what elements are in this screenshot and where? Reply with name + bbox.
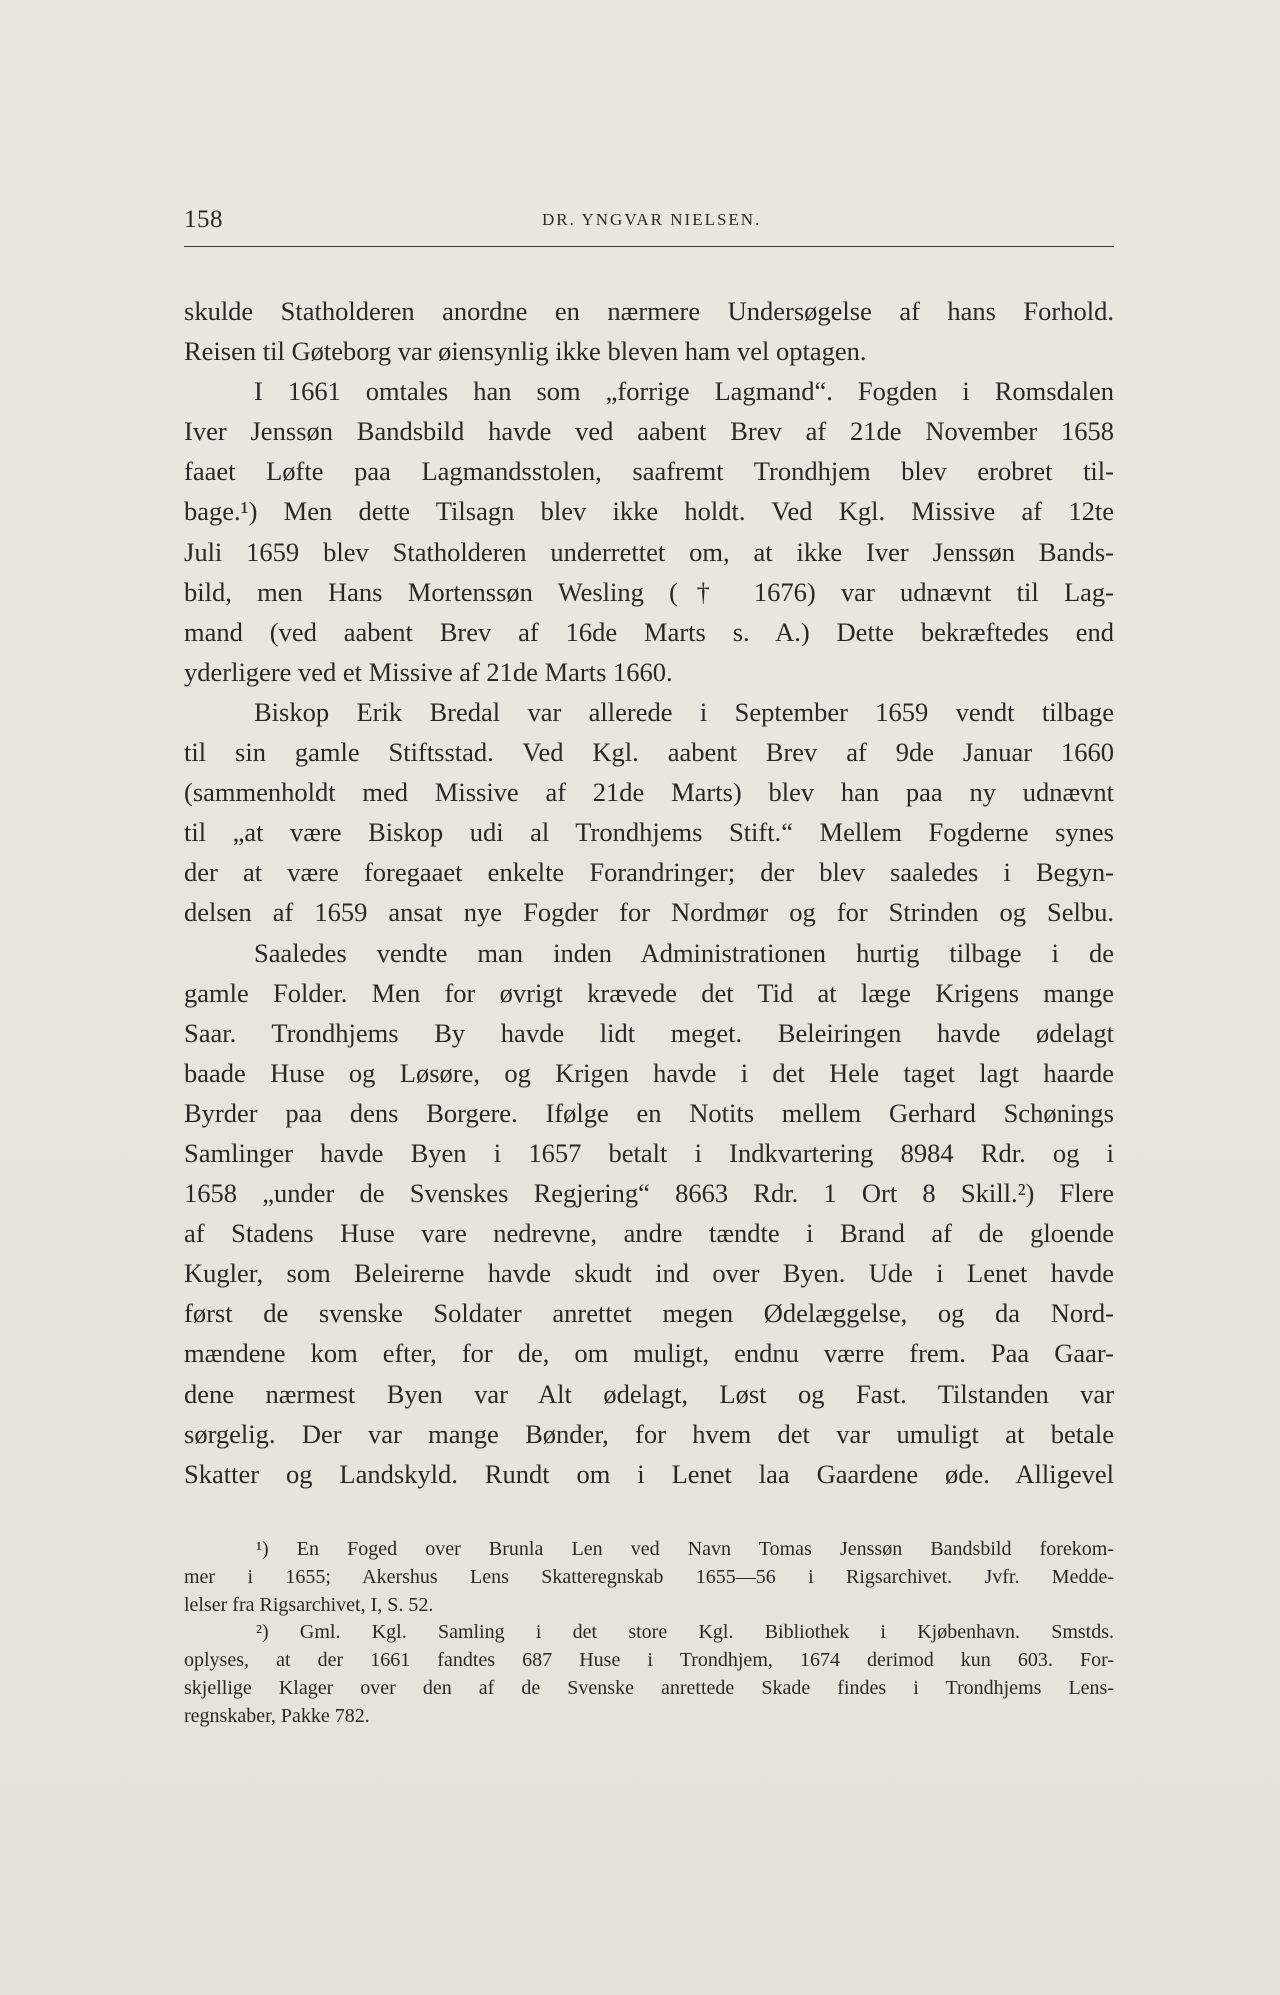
text-line: (sammenholdt med Missive af 21de Marts) blev han paa ny udnævnt <box>184 777 1114 808</box>
text-line: Kugler, som Beleirerne havde skudt ind over Byen. Ude i Lenet havde <box>184 1258 1114 1289</box>
page-number: 158 <box>184 206 223 233</box>
body-text <box>184 291 1114 1494</box>
text-line: til „at være Biskop udi al Trondhjems Stift.“ Mellem Fogderne synes <box>184 817 1114 848</box>
text-line: delsen af 1659 ansat nye Fogder for Nordmør og for Strinden og Selbu. <box>184 897 1114 928</box>
text-line: dene nærmest Byen var Alt ødelagt, Løst og Fast. Tilstanden var <box>184 1378 1114 1409</box>
text-line: faaet Løfte paa Lagmandsstolen, saafremt Trondhjem blev erobret til- <box>184 456 1114 487</box>
text-line: Saaledes vendte man inden Administrationen hurtig tilbage i de <box>254 937 1114 968</box>
header-rule <box>184 246 1114 247</box>
text-line: I 1661 omtales han som „forrige Lagmand“. Fogden i Romsdalen <box>254 376 1114 407</box>
text-line: bage.¹) Men dette Tilsagn blev ikke holdt. Ved Kgl. Missive af 12te <box>184 496 1114 527</box>
text-line: mændene kom efter, for de, om muligt, endnu værre frem. Paa Gaar- <box>184 1338 1114 1369</box>
footnote-line: ¹) En Foged over Brunla Len ved Navn Tomas Jenssøn Bandsbild forekom- <box>256 1538 1114 1560</box>
footnote-line: mer i 1655; Akershus Lens Skatteregnskab 1655—56 i Rigsarchivet. Jvfr. Medde- <box>184 1565 1114 1588</box>
text-line: sørgelig. Der var mange Bønder, for hvem det var umuligt at betale <box>184 1418 1114 1449</box>
text-line: Byrder paa dens Borgere. Ifølge en Notits mellem Gerhard Schønings <box>184 1097 1114 1128</box>
footnote-line: ²) Gml. Kgl. Samling i det store Kgl. Bibliothek i Kjøbenhavn. Smstds. <box>256 1621 1114 1644</box>
text-line: Skatter og Landskyld. Rundt om i Lenet laa Gaardene øde. Alligevel <box>184 1458 1114 1489</box>
page-header <box>184 206 1114 246</box>
text-line: først de svenske Soldater anrettet megen Ødelæggelse, og da Nord- <box>184 1298 1114 1329</box>
text-line: mand (ved aabent Brev af 16de Marts s. A.) Dette bekræftedes end <box>184 616 1114 647</box>
text-line: baade Huse og Løsøre, og Krigen havde i det Hele taget lagt haarde <box>184 1057 1114 1088</box>
text-line: Saar. Trondhjems By havde lidt meget. Beleiringen havde ødelagt <box>184 1017 1114 1048</box>
text-line: til sin gamle Stiftsstad. Ved Kgl. aabent Brev af 9de Januar 1660 <box>184 737 1114 768</box>
running-head: DR. YNGVAR NIELSEN. <box>542 210 762 229</box>
text-line: der at være foregaaet enkelte Forandringer; der blev saaledes i Begyn- <box>184 857 1114 888</box>
text-line: yderligere ved et Missive af 21de Marts 1660. <box>184 656 673 687</box>
text-line: Reisen til Gøteborg var øiensynlig ikke bleven ham vel optagen. <box>184 336 867 367</box>
text-line: bild, men Hans Mortenssøn Wesling († 1676) var udnævnt til Lag- <box>184 576 1114 607</box>
footnote-line: lelser fra Rigsarchivet, I, S. 52. <box>184 1593 434 1616</box>
footnotes <box>184 1536 1114 1731</box>
text-line: af Stadens Huse vare nedrevne, andre tændte i Brand af de gloende <box>184 1218 1114 1249</box>
text-line: 1658 „under de Svenskes Regjering“ 8663 Rdr. 1 Ort 8 Skill.²) Flere <box>184 1178 1114 1209</box>
text-line: skulde Statholderen anordne en nærmere Undersøgelse af hans Forhold. <box>184 296 1114 326</box>
text-line: Iver Jenssøn Bandsbild havde ved aabent Brev af 21de November 1658 <box>184 416 1114 447</box>
text-line: gamle Folder. Men for øvrigt krævede det Tid at læge Krigens mange <box>184 977 1114 1008</box>
text-line: Biskop Erik Bredal var allerede i September 1659 vendt tilbage <box>254 696 1114 727</box>
text-line: Samlinger havde Byen i 1657 betalt i Indkvartering 8984 Rdr. og i <box>184 1137 1114 1168</box>
footnote-line: regnskaber, Pakke 782. <box>184 1704 370 1727</box>
text-line: Juli 1659 blev Statholderen underrettet om, at ikke Iver Jenssøn Bands- <box>184 536 1114 567</box>
footnote-line: skjellige Klager over den af de Svenske anrettede Skade findes i Trondhjems Lens- <box>184 1676 1114 1699</box>
footnote-line: oplyses, at der 1661 fandtes 687 Huse i Trondhjem, 1674 derimod kun 603. For- <box>184 1649 1114 1672</box>
